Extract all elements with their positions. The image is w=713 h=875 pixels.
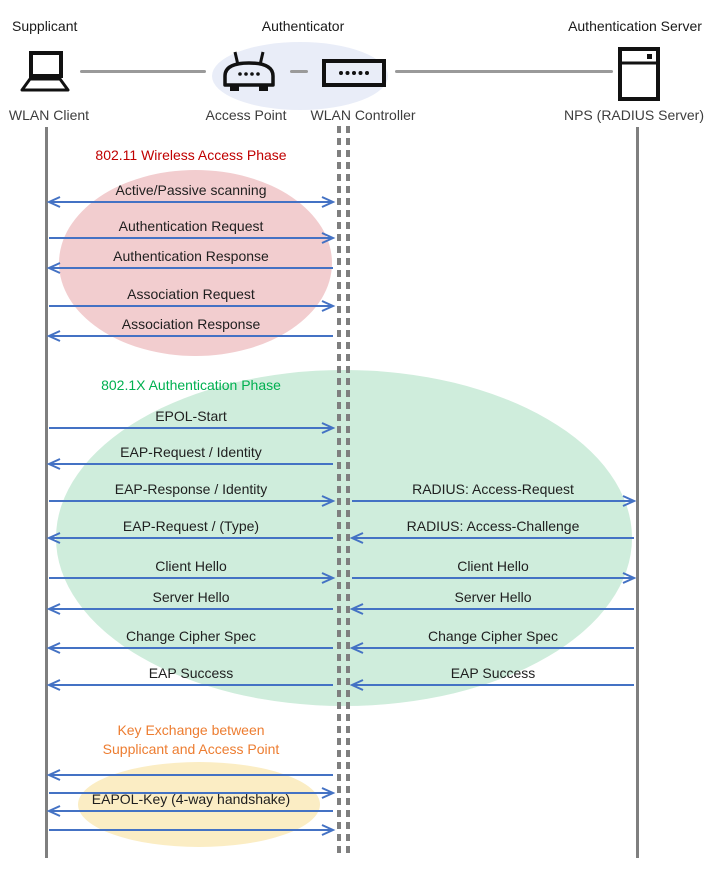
message-arrow-right [350,493,636,509]
message-arrow-right [47,420,335,436]
access-point-icon [219,49,279,97]
message-arrow-left [47,767,335,783]
message-label: Active/Passive scanning [115,182,267,198]
message-arrow-left [47,640,335,656]
device-label-nps-radius-server: NPS (RADIUS Server) [563,107,705,123]
message-arrow-right [47,822,335,838]
message-label: Authentication Response [113,248,269,264]
message-arrow-both [47,194,335,210]
wlan-controller-icon [322,59,386,87]
phase-key-exchange-title: Key Exchange between Supplicant and Access Point [102,722,280,757]
device-label-wlan-client: WLAN Client [8,107,90,123]
phase-8021x-title: 802.1X Authentication Phase [101,377,281,393]
message-label: Association Response [121,316,261,332]
message-arrow-left [350,530,636,546]
laptop-icon [13,50,77,96]
link-line-ap-controller [290,70,308,73]
message-label: RADIUS: Access-Request [412,481,574,497]
message-arrow-right [47,298,335,314]
message-label: RADIUS: Access-Challenge [406,518,580,534]
message-label: Client Hello [155,558,227,574]
message-label: EPOL-Start [155,408,227,424]
lifeline-nps-server [636,127,639,858]
message-arrow-left [47,530,335,546]
message-label: EAP-Request / Identity [120,444,262,460]
role-label-supplicant: Supplicant [12,18,78,34]
message-arrow-left [47,456,335,472]
phase-80211-title: 802.11 Wireless Access Phase [95,147,287,163]
link-line-controller-server [395,70,613,73]
message-arrow-left [47,803,335,819]
message-label: Association Request [127,286,255,302]
message-label: Authentication Request [118,218,264,234]
message-label: Server Hello [454,589,532,605]
device-label-access-point: Access Point [205,107,287,123]
message-label: EAP Success [450,665,536,681]
device-label-wlan-controller: WLAN Controller [310,107,416,123]
message-arrow-right [47,570,335,586]
message-label: EAP Success [148,665,234,681]
message-arrow-right [47,493,335,509]
message-arrow-left [47,328,335,344]
message-label: Change Cipher Spec [126,628,256,644]
message-arrow-right [350,570,636,586]
link-line-client-ap [80,70,206,73]
message-label: EAP-Response / Identity [114,481,268,497]
message-arrow-right [47,230,335,246]
message-arrow-left [350,601,636,617]
message-label: Change Cipher Spec [428,628,558,644]
message-arrow-left [47,260,335,276]
message-label: Client Hello [457,558,529,574]
message-label: EAP-Request / (Type) [122,518,260,534]
server-icon [617,46,661,102]
lifeline-wlan-controller-left [337,126,341,853]
message-arrow-left [47,601,335,617]
message-label: Server Hello [152,589,230,605]
message-arrow-left [47,677,335,693]
message-arrow-left [350,677,636,693]
message-label: EAPOL-Key (4-way handshake) [91,791,291,807]
role-label-authentication-server: Authentication Server [568,18,702,34]
message-arrow-left [350,640,636,656]
role-label-authenticator: Authenticator [261,18,345,34]
